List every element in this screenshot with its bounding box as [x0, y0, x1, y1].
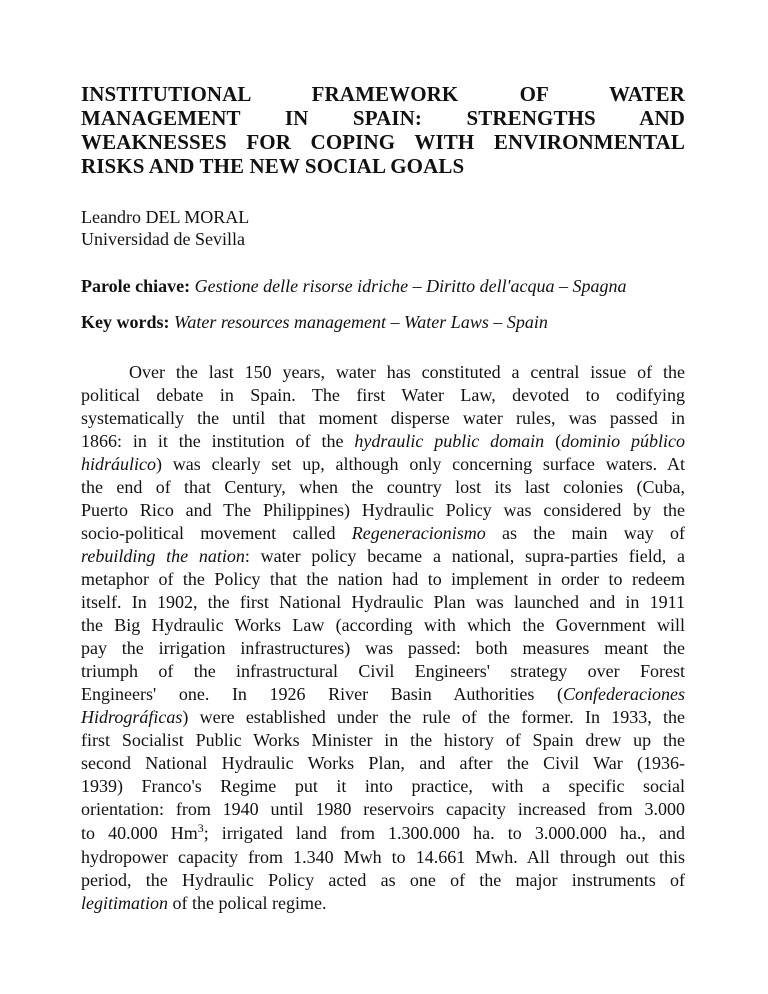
body-line: 1939) Franco's Regime put it into practice, with a specific social	[81, 776, 685, 796]
body-line: pay the irrigation infrastructures) was passed: both measures meant the	[81, 638, 685, 658]
body-line: political debate in Spain. The first Water Law, devoted to codifying	[81, 385, 685, 405]
body-line: Over the last 150 years, water has constituted a central issue of the	[129, 362, 685, 382]
body-line: metaphor of the Policy that the nation had to implement in order to redeem	[81, 569, 685, 589]
author-name: Leandro DEL MORAL	[81, 207, 250, 227]
title-line: RISKS AND THE NEW SOCIAL GOALS	[81, 154, 465, 178]
body-paragraph	[81, 361, 685, 915]
paper-title	[81, 82, 685, 178]
body-italic-term: hidráulico	[81, 454, 156, 474]
keywords-english	[81, 311, 685, 333]
body-italic-term: Hidrográficas	[81, 707, 183, 727]
body-text: Engineers' one. In 1926 River Basin Authorities (	[81, 684, 564, 704]
body-italic-term: Regeneracionismo	[351, 523, 486, 543]
keywords-colon: :	[184, 276, 191, 296]
body-line	[81, 706, 685, 729]
body-text: to 40.000 Hm	[81, 823, 198, 843]
body-line: the Big Hydraulic Works Law (according with which the Government will	[81, 615, 685, 635]
body-italic-term: legitimation	[81, 893, 168, 913]
body-text: (	[544, 431, 562, 451]
body-line: period, the Hydraulic Policy acted as one of the major instruments of	[81, 870, 685, 890]
title-line: MANAGEMENT IN SPAIN: STRENGTHS AND	[81, 106, 685, 130]
body-text: : water policy became a national, supra-parties field, a	[244, 546, 685, 566]
body-line: the end of that Century, when the country lost its last colonies (Cuba,	[81, 477, 685, 497]
body-line	[81, 522, 685, 545]
body-line	[81, 683, 685, 706]
body-line: systematically the until that moment disperse water rules, was passed in	[81, 408, 685, 428]
keywords-colon: :	[163, 312, 170, 332]
title-line: WEAKNESSES FOR COPING WITH ENVIRONMENTAL	[81, 130, 685, 154]
body-line: orientation: from 1940 until 1980 reservoirs capacity increased from 3.000	[81, 799, 685, 819]
body-line	[81, 453, 685, 476]
body-italic-term: dominio público	[561, 431, 685, 451]
body-line: triumph of the infrastructural Civil Engineers' strategy over Forest	[81, 661, 685, 681]
body-line: itself. In 1902, the first National Hydraulic Plan was launched and in 1911	[81, 592, 685, 612]
body-text: socio-political movement called	[81, 523, 352, 543]
body-italic-term: Confederaciones	[563, 684, 685, 704]
body-text: ) were established under the rule of the former. In 1933, the	[182, 707, 685, 727]
body-line	[81, 892, 685, 915]
superscript: 3	[197, 821, 204, 835]
body-line: Puerto Rico and The Philippines) Hydraulic Policy was considered by the	[81, 500, 685, 520]
body-line	[81, 821, 685, 846]
author-affiliation: Universidad de Sevilla	[81, 229, 245, 249]
paper-page	[81, 82, 685, 915]
title-line: INSTITUTIONAL FRAMEWORK OF WATER	[81, 82, 685, 106]
body-text: as the main way of	[485, 523, 685, 543]
body-line: second National Hydraulic Works Plan, and after the Civil War (1936-	[81, 753, 685, 773]
keywords-english-label: Key words	[81, 312, 164, 332]
keywords-english-text: Water resources management – Water Laws – Spain	[174, 312, 548, 332]
keywords-italian	[81, 275, 685, 297]
body-text: 1866: in it the institution of the	[81, 431, 355, 451]
author-block	[81, 206, 685, 250]
body-line: first Socialist Public Works Minister in the history of Spain drew up the	[81, 730, 685, 750]
body-line: hydropower capacity from 1.340 Mwh to 14.661 Mwh. All through out this	[81, 847, 685, 867]
keywords-italian-label: Parole chiave	[81, 276, 185, 296]
keywords-italian-text: Gestione delle risorse idriche – Diritto dell'acqua – Spagna	[194, 276, 627, 296]
body-line	[81, 545, 685, 568]
body-text: ) was clearly set up, although only concerning surface waters. At	[156, 454, 685, 474]
body-text: ; irrigated land from 1.300.000 ha. to 3.000.000 ha., and	[203, 823, 685, 843]
body-text: of the polical regime.	[168, 893, 327, 913]
body-italic-term: rebuilding the nation	[81, 546, 245, 566]
body-italic-term: hydraulic public domain	[354, 431, 545, 451]
body-line	[81, 430, 685, 453]
